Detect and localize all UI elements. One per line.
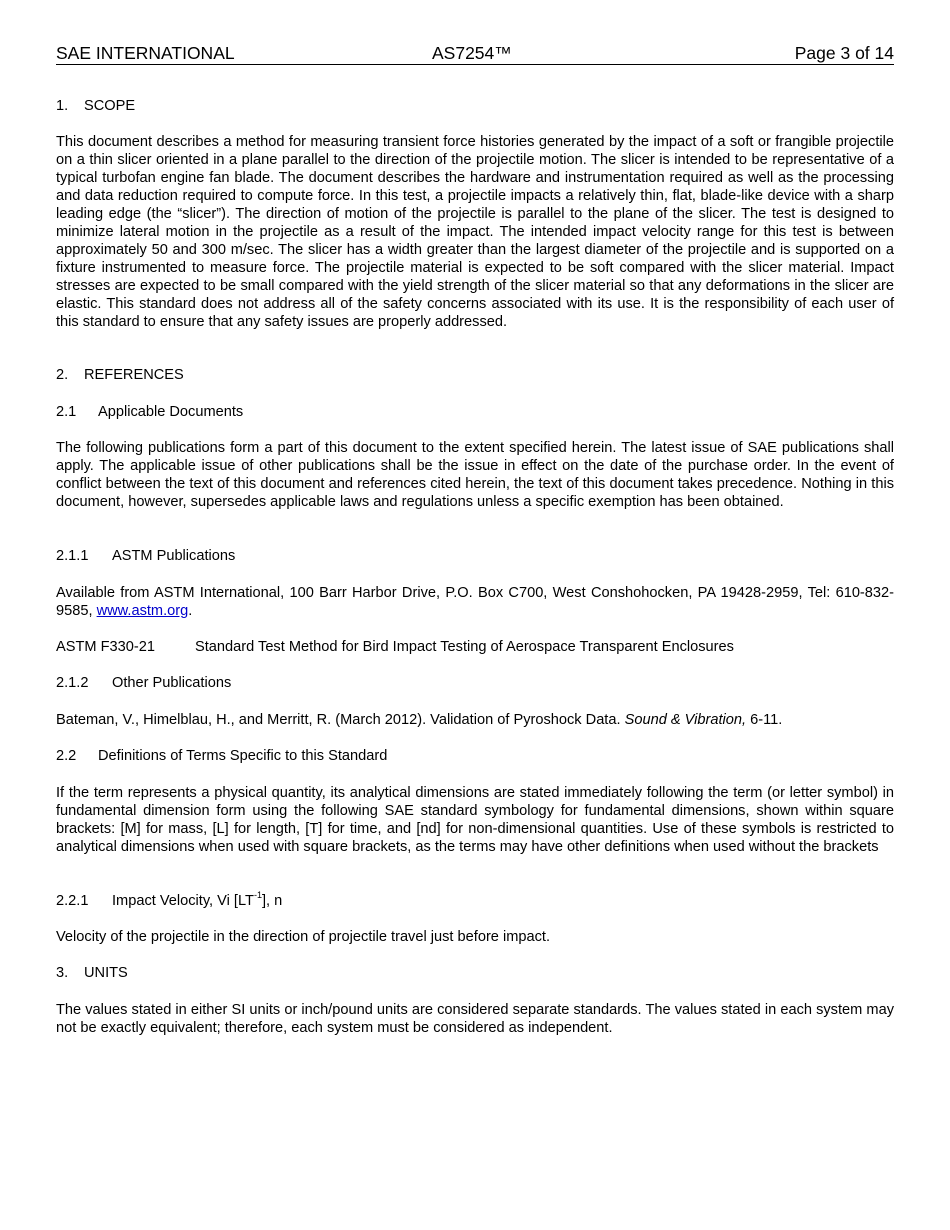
subsection-number: 2.2 <box>56 748 77 764</box>
section-title: UNITS <box>84 965 128 981</box>
subsection-heading-impact-velocity <box>56 892 894 910</box>
section-heading-scope <box>56 97 894 115</box>
citation-journal: Sound & Vibration, <box>624 712 747 728</box>
astm-website-link[interactable]: www.astm.org <box>96 603 189 619</box>
velocity-title-prefix: Impact Velocity, Vi [LT <box>112 893 254 909</box>
subsection-heading-astm-publications <box>56 547 894 565</box>
page-header <box>56 43 894 65</box>
velocity-title-exponent: -1 <box>253 890 262 901</box>
astm-availability-paragraph <box>56 584 894 620</box>
applicable-documents-paragraph: The following publications form a part of this document to the extent specified herein. The latest issue of SAE publications shall apply. The applicable issue of other publications shall be the issue in effect on the date of the purchase order. In the event of conflict between the text of this document and references cited herein, the text of this document takes precedence. Nothing in this document, however, supersedes applicable laws and regulations unless a specific exemption has been obtained. <box>56 440 894 510</box>
impact-velocity-definition: Velocity of the projectile in the direction of projectile travel just before impact. <box>56 929 551 945</box>
section-heading-references <box>56 366 894 384</box>
definitions-paragraph: If the term represents a physical quantity, its analytical dimensions are stated immediately following the term (or letter symbol) in fundamental dimension form using the following SAE standard symbology for fundamental dimensions, shown within square brackets: [M] for mass, [L] for length, [T] for time, and [nd] for non-dimensional quantities. Use of these symbols is restricted to analytical dimensions when used with square brackets, as the terms may have other definitions when used without the brackets <box>56 785 894 855</box>
velocity-title-suffix: ], n <box>261 893 283 909</box>
section-number: 2. <box>56 367 69 383</box>
subsection-number: 2.2.1 <box>56 893 89 909</box>
subsection-number: 2.1.2 <box>56 675 89 691</box>
citation-entry <box>56 711 894 729</box>
section-title: SCOPE <box>84 98 136 114</box>
subsection-heading-other-publications <box>56 674 894 692</box>
citation-pages: 6-11. <box>750 712 783 728</box>
subsection-heading-definitions <box>56 747 894 765</box>
section-heading-units <box>56 964 894 982</box>
astm-reference-entry <box>56 638 894 656</box>
subsection-title: ASTM Publications <box>112 548 236 564</box>
subsection-title: Applicable Documents <box>98 404 244 420</box>
reference-title: Standard Test Method for Bird Impact Testing of Aerospace Transparent Enclosures <box>195 639 734 655</box>
units-paragraph: The values stated in either SI units or inch/pound units are considered separate standards. The values stated in each system may not be exactly equivalent; therefore, each system must be considered as independent. <box>56 1002 894 1036</box>
header-organization: SAE INTERNATIONAL <box>56 43 235 63</box>
citation-authors-title: Bateman, V., Himelblau, H., and Merritt, R. (March 2012). Validation of Pyroshock Data. <box>56 712 621 728</box>
document-page <box>56 43 894 1036</box>
reference-id: ASTM F330-21 <box>56 639 155 655</box>
section-number: 1. <box>56 98 69 114</box>
section-number: 3. <box>56 965 69 981</box>
scope-paragraph: This document describes a method for measuring transient force histories generated by the impact of a soft or frangible projectile on a thin slicer oriented in a plane parallel to the direction of the projectile motion. The slicer is intended to be representative of a typical turbofan engine fan blade. The document describes the hardware and instrumentation required as well as the processing and data reduction required to compute force. In this test, a projectile impacts a relatively thin, flat, blade-like device with a sharp leading edge (the “slicer”). The direction of motion of the projectile is parallel to the plane of the slicer. The test is designed to minimize lateral motion in the projectile as a result of the impact. The intended impact velocity range for this test is between approximately 50 and 300 m/sec. The slicer has a width greater than the largest diameter of the projectile and is supported on a fixture instrumented to measure force. The projectile material is expected to be soft compared with the slicer material. Impact stresses are expected to be small compared with the yield strength of the slicer material so that any deformations in the slicer are elastic. This standard does not address all of the safety concerns associated with its use. It is the responsibility of each user of this standard to ensure that any safety issues are properly addressed. <box>56 134 894 330</box>
subsection-title: Definitions of Terms Specific to this Standard <box>98 748 388 764</box>
section-title: REFERENCES <box>84 367 184 383</box>
header-page-number: Page 3 of 14 <box>794 43 894 63</box>
subsection-number: 2.1.1 <box>56 548 89 564</box>
header-document-id: AS7254™ <box>432 43 512 63</box>
astm-address-text: Available from ASTM International, 100 Barr Harbor Drive, P.O. Box C700, West Conshohocken, PA 19428-2959, Tel: 610-832-9585, <box>56 585 894 619</box>
subsection-title: Other Publications <box>112 675 232 691</box>
subsection-number: 2.1 <box>56 404 77 420</box>
subsection-heading-applicable-documents <box>56 403 894 421</box>
astm-trailing-period: . <box>188 603 193 619</box>
